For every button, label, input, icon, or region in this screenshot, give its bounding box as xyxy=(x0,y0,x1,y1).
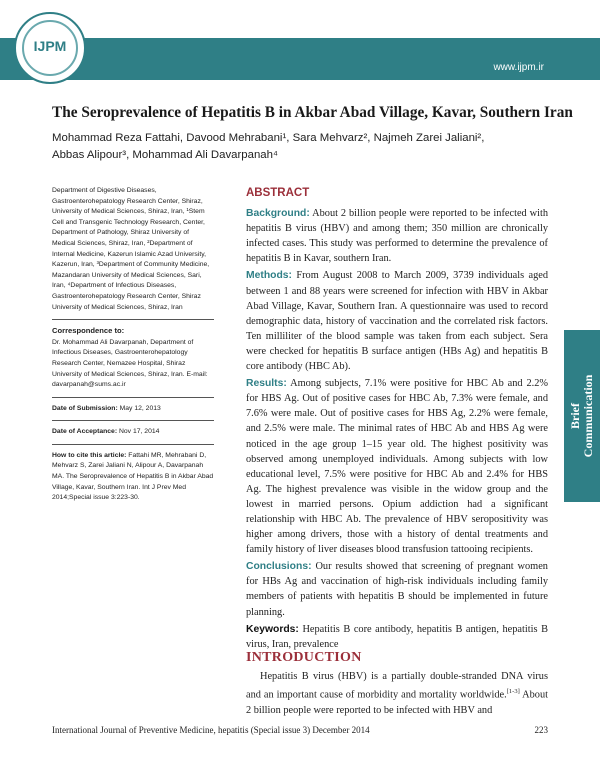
abstract-results xyxy=(246,376,548,557)
logo-text: IJPM xyxy=(33,38,67,54)
page-number: 223 xyxy=(534,725,548,735)
results-label: Results: xyxy=(246,378,287,390)
header-bar xyxy=(0,38,600,80)
cite-block xyxy=(52,451,214,504)
keywords-text: Hepatitis B core antibody, hepatitis B antigen, hepatitis B virus, Iran, prevalence xyxy=(246,623,548,650)
abstract-keywords xyxy=(246,622,548,652)
page-footer xyxy=(52,725,548,735)
keywords-label: Keywords: xyxy=(246,623,299,635)
correspondence-heading: Correspondence to: xyxy=(52,326,125,336)
methods-label: Methods: xyxy=(246,270,292,282)
submission-value: May 12, 2013 xyxy=(119,404,161,412)
cite-label: How to cite this article: xyxy=(52,451,127,459)
article-type-label xyxy=(569,375,595,458)
background-text: About 2 billion people were reported to be infected with hepatitis B virus (HBV) and among them; 350 million are chronically infected cases. This study was performed to determine the prevalence of hepatitis B in Kavar, southern Iran. xyxy=(246,208,549,265)
intro-ref[interactable]: [1-3] xyxy=(506,688,520,696)
journal-website[interactable]: www.ijpm.ir xyxy=(493,62,544,73)
journal-logo xyxy=(14,12,86,84)
affiliations-text: Department of Digestive Diseases, Gastroenterohepatology Research Center, Shiraz, University of Medical Sciences, Shiraz, Iran, ¹Stem Cell and Transgenic Technology Research, Center, Department of Pathology, Shiraz University of Medical Sciences, Shiraz, Iran, ²Department of Internal Medicine, Kazerun Islamic Azad University, Kazerun, Iran, ³Department of Community Medicine, Mazandaran University of Medical Sciences, Sari, Iran, ⁴Department of Infectious Diseases, Gastroenterohepatology Research Center, Shiraz University of Medical Sciences, Shiraz, Iran xyxy=(52,187,210,311)
cite-text: Fattahi MR, Mehrabani D, Mehvarz S, Zarei Jaliani N, Alipour A, Davarpanah MA. The Seroprevalence of Hepatitis B in Akbar Abad Village, Kavar, Southern Iran. Int J Prev Med 2014;Special issue 3:223-30. xyxy=(52,451,214,502)
article-title: The Seroprevalence of Hepatitis B in Akbar Abad Village, Kavar, Southern Iran xyxy=(52,104,573,121)
article-type-line-2: Communication xyxy=(581,374,595,458)
correspondence-text: Dr. Mohammad Ali Davarpanah, Department of Infectious Diseases, Gastroenterohepatology Research Center, Nemazee Hospital, Shiraz University of Medical Sciences, Shiraz, Iran. E-mail: davarpanah@sums.ac.ir xyxy=(52,338,208,389)
author-line-1: Mohammad Reza Fattahi, Davood Mehrabani¹, Sara Mehvarz², Najmeh Zarei Jaliani², xyxy=(52,132,485,144)
article-type-line-1: Brief xyxy=(568,403,582,430)
introduction-heading: INTRODUCTION xyxy=(246,650,362,665)
left-sidebar xyxy=(52,186,214,504)
footer-journal: International Journal of Preventive Medicine, hepatitis (Special issue 3) December 2014 xyxy=(52,725,370,735)
introduction-text xyxy=(246,669,548,718)
abstract-methods xyxy=(246,268,548,374)
correspondence-block xyxy=(52,326,214,398)
submission-label: Date of Submission: xyxy=(52,404,118,412)
abstract-conclusions xyxy=(246,559,548,619)
results-text: Among subjects, 7.1% were positive for HBC Ab and 2.2% for HBS Ag. Out of positive cases for HBC Ab, 7.3% were female, and 7.6% were male. Out of positive cases for HBS Ag, 2.2% were female, and 2.5% were male. The minimal rates of HBC Ab and HBS Ag were noticed in the age group 1–15 year old. The highest positivity was observed among unemployed individuals. Among subjects with low educational level, 7.5% were positive for HBC Ab and 2.4% for HBS Ag. The highest prevalence was visible in the widow group and the lowest in married persons. Opium addiction had a significant relationship with HBC Ab. The prevalence of HBV seropositivity was higher among drivers, those with a history of dental treatments and family history of liver diseases blood transfusion tattooing recipients. xyxy=(246,378,549,556)
conclusions-text: Our results showed that screening of pregnant women for HBs Ag and vaccination of high-risk individuals including family members of patients with hepatitis B should be implemented in future planning. xyxy=(246,561,548,618)
intro-text-b: About 2 billion people were reported to be infected with HBV and xyxy=(246,689,549,716)
background-label: Background: xyxy=(246,208,310,220)
abstract-heading: ABSTRACT xyxy=(246,187,310,199)
abstract-background xyxy=(246,206,548,266)
article-type-tab xyxy=(564,330,600,502)
submission-date xyxy=(52,404,214,422)
intro-text-a: Hepatitis B virus (HBV) is a partially double-stranded DNA virus and an important cause of morbidity and mortality worldwide. xyxy=(246,671,548,701)
acceptance-value: Nov 17, 2014 xyxy=(118,428,160,436)
acceptance-date xyxy=(52,427,214,445)
conclusions-label: Conclusions: xyxy=(246,561,312,573)
affiliations-block xyxy=(52,186,214,320)
acceptance-label: Date of Acceptance: xyxy=(52,428,118,436)
author-line-2: Abbas Alipour³, Mohammad Ali Davarpanah⁴ xyxy=(52,149,278,161)
abstract-section xyxy=(246,186,548,654)
methods-text: From August 2008 to March 2009, 3739 individuals aged between 1 and 88 years were screened for infection with HBV in Akbar Abad Village, Kavar, Southern Iran. A questionnaire was used to record demographic data, history of vaccination and the correlated risk factors. Ten milliliter of the blood sample was taken from each subject. Sera were checked for hepatitis B surface antigen (HBs Ag) and hepatitis B core antibody (HBC Ab). xyxy=(246,270,549,373)
author-list xyxy=(52,130,552,164)
